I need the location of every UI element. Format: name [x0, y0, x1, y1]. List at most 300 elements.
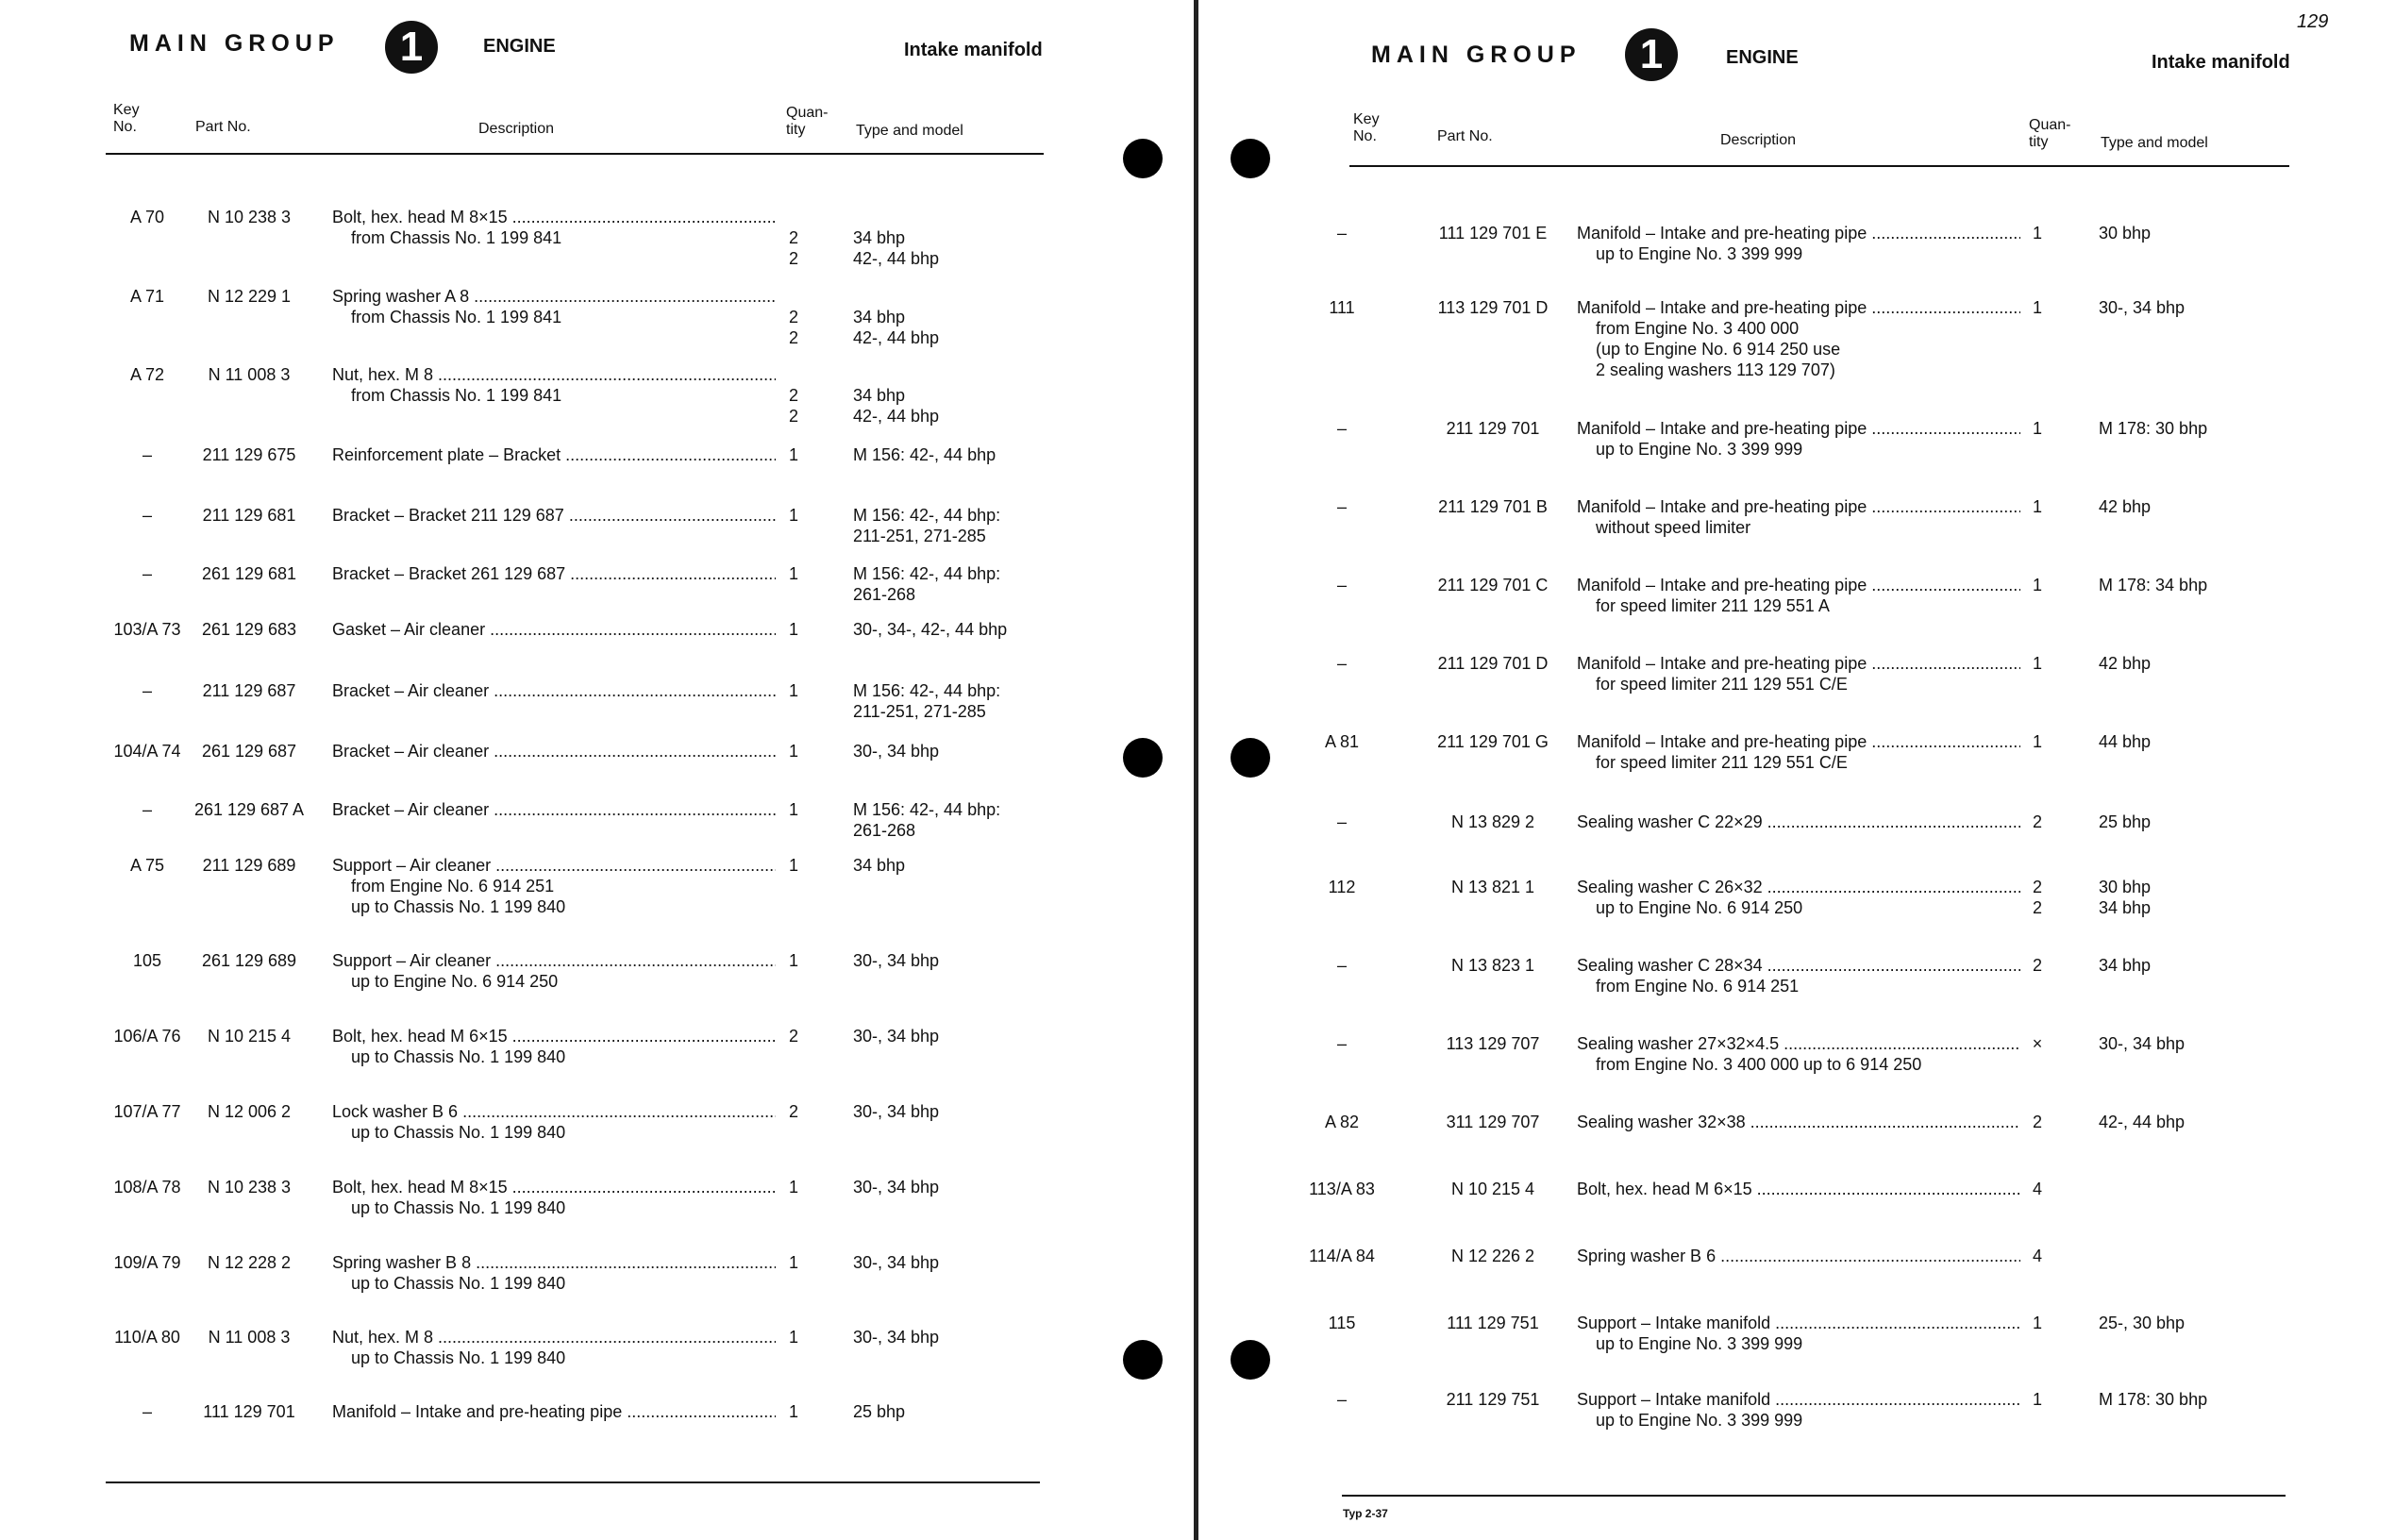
- key-number: 111: [1329, 298, 1355, 317]
- type-model: [853, 741, 939, 762]
- quantity-value: 1: [2032, 732, 2042, 751]
- description-subline: up to Engine No. 6 914 250: [351, 972, 559, 991]
- quantity: [2028, 1033, 2047, 1054]
- description-line: Sealing washer C 26×32 .....: [1577, 877, 2020, 897]
- description-line: Bolt, hex. head M 8×15 .....: [332, 1177, 776, 1197]
- description-subline: without speed limiter: [1596, 518, 1751, 537]
- description-line: Support – Intake manifold .....: [1577, 1313, 2020, 1333]
- quantity: [784, 799, 803, 820]
- part-number: 261 129 683: [201, 620, 297, 639]
- quantity-value: 1: [2032, 1314, 2042, 1332]
- col-desc-header: Description: [478, 121, 555, 137]
- quantity: [784, 207, 803, 269]
- description: [1577, 1112, 2020, 1132]
- quantity: [2028, 812, 2047, 832]
- part-number: 261 129 689: [201, 951, 297, 970]
- description-line: Manifold – Intake and pre-heating pipe .....: [1577, 731, 2020, 752]
- description-line: Bracket – Air cleaner .....: [332, 799, 776, 820]
- description-line: Sealing washer C 28×34 .....: [1577, 955, 2020, 976]
- description-line: Bolt, hex. head M 6×15 .....: [332, 1026, 776, 1046]
- key-number: 108/A 78: [113, 1178, 181, 1197]
- description-subline: from Chassis No. 1 199 841: [351, 228, 562, 247]
- type-model-value: M 156: 42-, 44 bhp: [853, 445, 997, 464]
- key-number: A 72: [129, 365, 165, 384]
- quantity: [2028, 575, 2047, 595]
- quantity-value: 4: [2032, 1180, 2042, 1198]
- quantity: [784, 364, 803, 427]
- quantity: [2028, 877, 2047, 918]
- quantity-value: 2: [2032, 812, 2042, 831]
- part-number: 211 129 751: [1446, 1390, 1540, 1409]
- description-subline: from Engine No. 6 914 251: [351, 877, 555, 896]
- quantity-value: 1: [788, 800, 798, 819]
- type-model: [2099, 1313, 2185, 1333]
- key-number: A 75: [129, 856, 165, 875]
- description-subline: up to Engine No. 3 399 999: [1596, 1411, 1803, 1430]
- part-number: N 10 215 4: [1450, 1180, 1535, 1198]
- type-model-value: [853, 207, 939, 227]
- type-model: [2099, 812, 2151, 832]
- part-number: 211 129 681: [202, 506, 296, 525]
- description: [332, 207, 776, 248]
- type-model: [2099, 1179, 2103, 1199]
- col-model-header: Type and model: [856, 123, 963, 139]
- key-number: A 81: [1324, 732, 1360, 751]
- part-number: 211 129 701 G: [1437, 732, 1549, 751]
- part-number: N 10 238 3: [207, 208, 292, 226]
- description: [332, 680, 776, 701]
- key-number: 110/A 80: [114, 1328, 180, 1347]
- type-model: [853, 364, 939, 427]
- right-page: [1198, 0, 2395, 1540]
- type-model-value: [853, 286, 939, 307]
- punch-hole: [1231, 738, 1270, 778]
- type-model: [853, 799, 1000, 841]
- type-model-value: 34 bhp: [853, 856, 906, 875]
- quantity-value: 2: [788, 308, 798, 326]
- quantity-value: 1: [2032, 654, 2042, 673]
- part-number: N 12 229 1: [207, 287, 292, 306]
- description: [1577, 731, 2020, 773]
- description: [1577, 1313, 2020, 1354]
- quantity: [2028, 1246, 2047, 1266]
- key-number: 105: [132, 951, 162, 970]
- type-model: [2099, 1033, 2185, 1054]
- type-model: [2099, 575, 2207, 595]
- key-number: 109/A 79: [113, 1253, 181, 1272]
- quantity: [784, 1177, 803, 1197]
- page-title: Intake manifold: [2152, 52, 2290, 73]
- quantity: [784, 1252, 803, 1273]
- quantity: [784, 1327, 803, 1348]
- key-number: –: [1336, 1034, 1347, 1053]
- type-model-value: M 156: 42-, 44 bhp:: [853, 506, 1001, 525]
- quantity-value: 2: [2032, 878, 2042, 896]
- type-model: [2099, 653, 2151, 674]
- quantity-value: 1: [788, 1402, 798, 1421]
- quantity-value: 1: [788, 506, 798, 525]
- quantity-value: 1: [788, 1178, 798, 1197]
- description-line: Sealing washer 32×38 .....: [1577, 1112, 2020, 1132]
- quantity-value: 1: [788, 1253, 798, 1272]
- description: [1577, 418, 2020, 460]
- type-model-value: 211-251, 271-285: [853, 702, 986, 721]
- description: [332, 444, 776, 465]
- description: [1577, 1179, 2020, 1199]
- quantity: [2028, 223, 2047, 243]
- type-model: [853, 680, 1000, 722]
- description-subline: for speed limiter 211 129 551 A: [1596, 596, 1830, 615]
- type-model: [2099, 877, 2151, 918]
- type-model: [853, 563, 1000, 605]
- key-number: 104/A 74: [113, 742, 181, 761]
- description-line: Bracket – Air cleaner .....: [332, 680, 776, 701]
- type-model-value: [853, 364, 939, 385]
- quantity: [784, 680, 803, 701]
- bottom-rule: [1342, 1495, 2286, 1497]
- type-model: [2099, 731, 2151, 752]
- description-line: Manifold – Intake and pre-heating pipe .....: [1577, 297, 2020, 318]
- quantity-value: 1: [788, 1328, 798, 1347]
- main-group-label: MAIN GROUP: [129, 30, 340, 57]
- type-model-value: 30-, 34 bhp: [853, 1027, 940, 1046]
- part-number: 261 129 687 A: [193, 800, 305, 819]
- part-number: 111 129 701: [203, 1402, 295, 1421]
- type-model-value: 34 bhp: [2099, 956, 2152, 975]
- description-subline: up to Chassis No. 1 199 840: [351, 897, 566, 916]
- description-line: Gasket – Air cleaner .....: [332, 619, 776, 640]
- quantity-value: 1: [788, 620, 798, 639]
- type-model-value: 30-, 34 bhp: [853, 1253, 940, 1272]
- quantity: [784, 286, 803, 348]
- description: [332, 505, 776, 526]
- type-model-value: 30-, 34 bhp: [2099, 1034, 2186, 1053]
- type-model-value: 44 bhp: [2099, 732, 2152, 751]
- type-model-value: 25 bhp: [853, 1402, 906, 1421]
- type-model-value: M 156: 42-, 44 bhp:: [853, 800, 1001, 819]
- description: [332, 855, 776, 917]
- type-model: [2099, 496, 2151, 517]
- type-model: [853, 619, 1007, 640]
- quantity-value: [784, 207, 803, 227]
- type-model: [853, 1177, 939, 1197]
- type-model: [853, 286, 939, 348]
- part-number: 113 129 707: [1446, 1034, 1540, 1053]
- type-model-value: [2099, 1179, 2103, 1199]
- type-model-value: 42-, 44 bhp: [853, 249, 940, 268]
- section-label: ENGINE: [1726, 47, 1799, 68]
- key-number: 106/A 76: [113, 1027, 181, 1046]
- description-subline: (up to Engine No. 6 914 250 use: [1596, 340, 1841, 359]
- description-subline: from Engine No. 3 400 000: [1596, 319, 1800, 338]
- description-line: Manifold – Intake and pre-heating pipe .....: [1577, 575, 2020, 595]
- part-number: 211 129 675: [202, 445, 296, 464]
- description-line: Support – Air cleaner .....: [332, 855, 776, 876]
- description-subline: up to Engine No. 6 914 250: [1596, 898, 1803, 917]
- description: [1577, 877, 2020, 918]
- type-model-value: M 156: 42-, 44 bhp:: [853, 681, 1001, 700]
- quantity-value: 1: [788, 445, 798, 464]
- description: [332, 950, 776, 992]
- description-line: Manifold – Intake and pre-heating pipe .....: [332, 1401, 776, 1422]
- col-model-header: Type and model: [2101, 135, 2208, 151]
- part-number: N 12 226 2: [1450, 1247, 1535, 1265]
- type-model: [853, 950, 939, 971]
- key-number: –: [142, 1402, 152, 1421]
- type-model-value: 30-, 34 bhp: [853, 742, 940, 761]
- description: [332, 741, 776, 762]
- quantity: [2028, 297, 2047, 318]
- col-part-header: Part No.: [1437, 128, 1493, 144]
- type-model: [853, 444, 996, 465]
- type-model-value: 34 bhp: [853, 228, 906, 247]
- type-model: [853, 1401, 905, 1422]
- description-line: Sealing washer 27×32×4.5 .....: [1577, 1033, 2020, 1054]
- description-subline: for speed limiter 211 129 551 C/E: [1596, 753, 1848, 772]
- quantity-value: 2: [788, 386, 798, 405]
- part-number: 261 129 687: [201, 742, 297, 761]
- description-subline: from Engine No. 6 914 251: [1596, 977, 1800, 996]
- key-number: 114/A 84: [1309, 1247, 1375, 1265]
- type-model: [853, 855, 905, 876]
- description: [332, 619, 776, 640]
- type-model-value: 30-, 34-, 42-, 44 bhp: [853, 620, 1008, 639]
- quantity: [784, 619, 803, 640]
- type-model-value: 42-, 44 bhp: [2099, 1113, 2186, 1131]
- main-group-label: MAIN GROUP: [1371, 42, 1582, 68]
- quantity: [2028, 1313, 2047, 1333]
- group-number-badge: 1: [385, 21, 438, 74]
- part-number: N 13 823 1: [1450, 956, 1535, 975]
- description-line: Nut, hex. M 8 .....: [332, 1327, 776, 1348]
- col-desc-header: Description: [1720, 132, 1797, 148]
- key-number: –: [1336, 956, 1347, 975]
- quantity: [784, 1026, 803, 1046]
- description-subline: up to Engine No. 3 399 999: [1596, 1334, 1803, 1353]
- type-model: [2099, 418, 2207, 439]
- quantity: [784, 1401, 803, 1422]
- description: [332, 286, 776, 327]
- group-number-badge: 1: [1625, 28, 1678, 81]
- type-model-value: 30 bhp: [2099, 878, 2152, 896]
- type-model-value: 30-, 34 bhp: [853, 1102, 940, 1121]
- quantity-value: 1: [2032, 1390, 2042, 1409]
- quantity-value: 1: [2032, 419, 2042, 438]
- description-subline: from Engine No. 3 400 000 up to 6 914 250: [1596, 1055, 1922, 1074]
- key-number: –: [1336, 224, 1347, 243]
- punch-hole: [1123, 139, 1163, 178]
- quantity-value: 1: [788, 951, 798, 970]
- type-model-value: M 178: 34 bhp: [2099, 576, 2208, 594]
- type-model-value: M 178: 30 bhp: [2099, 419, 2208, 438]
- description-line: Spring washer B 8 .....: [332, 1252, 776, 1273]
- description-line: Bolt, hex. head M 6×15 .....: [1577, 1179, 2020, 1199]
- key-number: 107/A 77: [113, 1102, 181, 1121]
- part-number: 211 129 687: [202, 681, 296, 700]
- quantity: [784, 444, 803, 465]
- quantity: [2028, 731, 2047, 752]
- type-model-value: 25 bhp: [2099, 812, 2152, 831]
- key-number: –: [1336, 1390, 1347, 1409]
- quantity: [2028, 1389, 2047, 1410]
- description-line: Bracket – Bracket 211 129 687 .....: [332, 505, 776, 526]
- description-line: Bracket – Air cleaner .....: [332, 741, 776, 762]
- description-line: Lock washer B 6 .....: [332, 1101, 776, 1122]
- type-model-value: 42-, 44 bhp: [853, 328, 940, 347]
- quantity-value: 2: [788, 407, 798, 426]
- section-label: ENGINE: [483, 36, 556, 57]
- description-subline: for speed limiter 211 129 551 C/E: [1596, 675, 1848, 694]
- type-model-value: 30-, 34 bhp: [2099, 298, 2186, 317]
- quantity-value: 1: [2032, 298, 2042, 317]
- type-model: [2099, 297, 2185, 318]
- quantity-value: 2: [2032, 898, 2042, 917]
- punch-hole: [1123, 738, 1163, 778]
- description-line: Manifold – Intake and pre-heating pipe .....: [1577, 223, 2020, 243]
- key-number: –: [1336, 812, 1347, 831]
- type-model-value: 30-, 34 bhp: [853, 1328, 940, 1347]
- type-model-value: 30 bhp: [2099, 224, 2152, 243]
- type-model-value: 211-251, 271-285: [853, 527, 986, 545]
- description: [1577, 1389, 2020, 1431]
- description: [332, 1401, 776, 1422]
- part-number: N 13 821 1: [1450, 878, 1535, 896]
- description-line: Nut, hex. M 8 .....: [332, 364, 776, 385]
- type-model-value: 261-268: [853, 821, 916, 840]
- key-number: –: [142, 800, 152, 819]
- part-number: N 12 228 2: [207, 1253, 292, 1272]
- key-number: –: [142, 681, 152, 700]
- description-subline: up to Chassis No. 1 199 840: [351, 1198, 566, 1217]
- quantity-value: 1: [788, 564, 798, 583]
- quantity: [784, 505, 803, 526]
- quantity: [784, 741, 803, 762]
- quantity-value: 1: [788, 742, 798, 761]
- description-line: Spring washer B 6 .....: [1577, 1246, 2020, 1266]
- col-part-header: Part No.: [195, 119, 251, 135]
- description: [1577, 496, 2020, 538]
- page-title: Intake manifold: [904, 40, 1043, 60]
- part-number: N 10 215 4: [207, 1027, 292, 1046]
- quantity: [784, 563, 803, 584]
- description-subline: up to Chassis No. 1 199 840: [351, 1047, 566, 1066]
- description-subline: up to Chassis No. 1 199 840: [351, 1123, 566, 1142]
- quantity-value: ×: [2032, 1034, 2043, 1053]
- description: [332, 563, 776, 584]
- quantity-value: 4: [2032, 1247, 2042, 1265]
- quantity-value: 2: [788, 249, 798, 268]
- quantity-value: 1: [2032, 224, 2042, 243]
- type-model-value: M 178: 30 bhp: [2099, 1390, 2208, 1409]
- key-number: A 71: [129, 287, 165, 306]
- key-number: –: [142, 445, 152, 464]
- type-model: [2099, 1389, 2207, 1410]
- description-line: Sealing washer C 22×29 .....: [1577, 812, 2020, 832]
- quantity: [784, 1101, 803, 1122]
- description: [1577, 223, 2020, 264]
- type-model: [2099, 223, 2151, 243]
- quantity-value: 1: [788, 681, 798, 700]
- description: [1577, 812, 2020, 832]
- description-subline: from Chassis No. 1 199 841: [351, 308, 562, 326]
- key-number: –: [1336, 419, 1347, 438]
- quantity-value: [784, 286, 803, 307]
- description: [332, 364, 776, 406]
- description-subline: from Chassis No. 1 199 841: [351, 386, 562, 405]
- type-model-value: 42 bhp: [2099, 654, 2152, 673]
- quantity: [784, 855, 803, 876]
- part-number: 111 129 701 E: [1438, 224, 1548, 243]
- description: [1577, 955, 2020, 996]
- punch-hole: [1231, 139, 1270, 178]
- description: [332, 1327, 776, 1368]
- type-model: [2099, 955, 2151, 976]
- type-model: [853, 207, 939, 269]
- key-number: 112: [1328, 878, 1356, 896]
- description: [332, 1252, 776, 1294]
- type-model: [2099, 1246, 2103, 1266]
- header-rule: [1349, 165, 2289, 167]
- quantity-value: [784, 364, 803, 385]
- part-number: 211 129 701 D: [1437, 654, 1549, 673]
- part-number: 211 129 689: [202, 856, 296, 875]
- key-number: A 82: [1324, 1113, 1360, 1131]
- quantity-value: 2: [788, 328, 798, 347]
- bottom-rule: [106, 1481, 1040, 1483]
- part-number: 111 129 751: [1447, 1314, 1539, 1332]
- part-number: N 11 008 3: [208, 1328, 291, 1347]
- type-model: [853, 1252, 939, 1273]
- type-model-value: 42 bhp: [2099, 497, 2152, 516]
- description-subline: up to Engine No. 3 399 999: [1596, 440, 1803, 459]
- quantity: [2028, 653, 2047, 674]
- quantity-value: 1: [788, 856, 798, 875]
- type-model-value: 30-, 34 bhp: [853, 951, 940, 970]
- key-number: 113/A 83: [1309, 1180, 1375, 1198]
- key-number: –: [1336, 497, 1347, 516]
- quantity: [2028, 1112, 2047, 1132]
- part-number: 211 129 701: [1446, 419, 1540, 438]
- description: [1577, 297, 2020, 380]
- col-qty-header: Quan- tity: [2029, 117, 2071, 150]
- type-model-value: 34 bhp: [853, 386, 906, 405]
- part-number: 211 129 701 C: [1437, 576, 1549, 594]
- description-line: Support – Air cleaner .....: [332, 950, 776, 971]
- part-number: 211 129 701 B: [1438, 497, 1548, 516]
- type-model-value: 34 bhp: [853, 308, 906, 326]
- part-number: 261 129 681: [201, 564, 297, 583]
- type-model-value: 261-268: [853, 585, 916, 604]
- type-model: [853, 1327, 939, 1348]
- description-line: Support – Intake manifold .....: [1577, 1389, 2020, 1410]
- description-subline: up to Engine No. 3 399 999: [1596, 244, 1803, 263]
- key-number: –: [1336, 654, 1347, 673]
- part-number: 113 129 701 D: [1437, 298, 1549, 317]
- description-line: Manifold – Intake and pre-heating pipe .....: [1577, 418, 2020, 439]
- quantity-value: 2: [788, 228, 798, 247]
- left-page: [0, 0, 1194, 1540]
- key-number: 115: [1328, 1314, 1356, 1332]
- type-model: [853, 505, 1000, 546]
- part-number: N 10 238 3: [207, 1178, 292, 1197]
- type-model: [853, 1026, 939, 1046]
- quantity-value: 2: [788, 1027, 798, 1046]
- part-number: 311 129 707: [1446, 1113, 1540, 1131]
- header-rule: [106, 153, 1044, 155]
- type-model-value: M 156: 42-, 44 bhp:: [853, 564, 1001, 583]
- type-model: [2099, 1112, 2185, 1132]
- key-number: –: [1336, 576, 1347, 594]
